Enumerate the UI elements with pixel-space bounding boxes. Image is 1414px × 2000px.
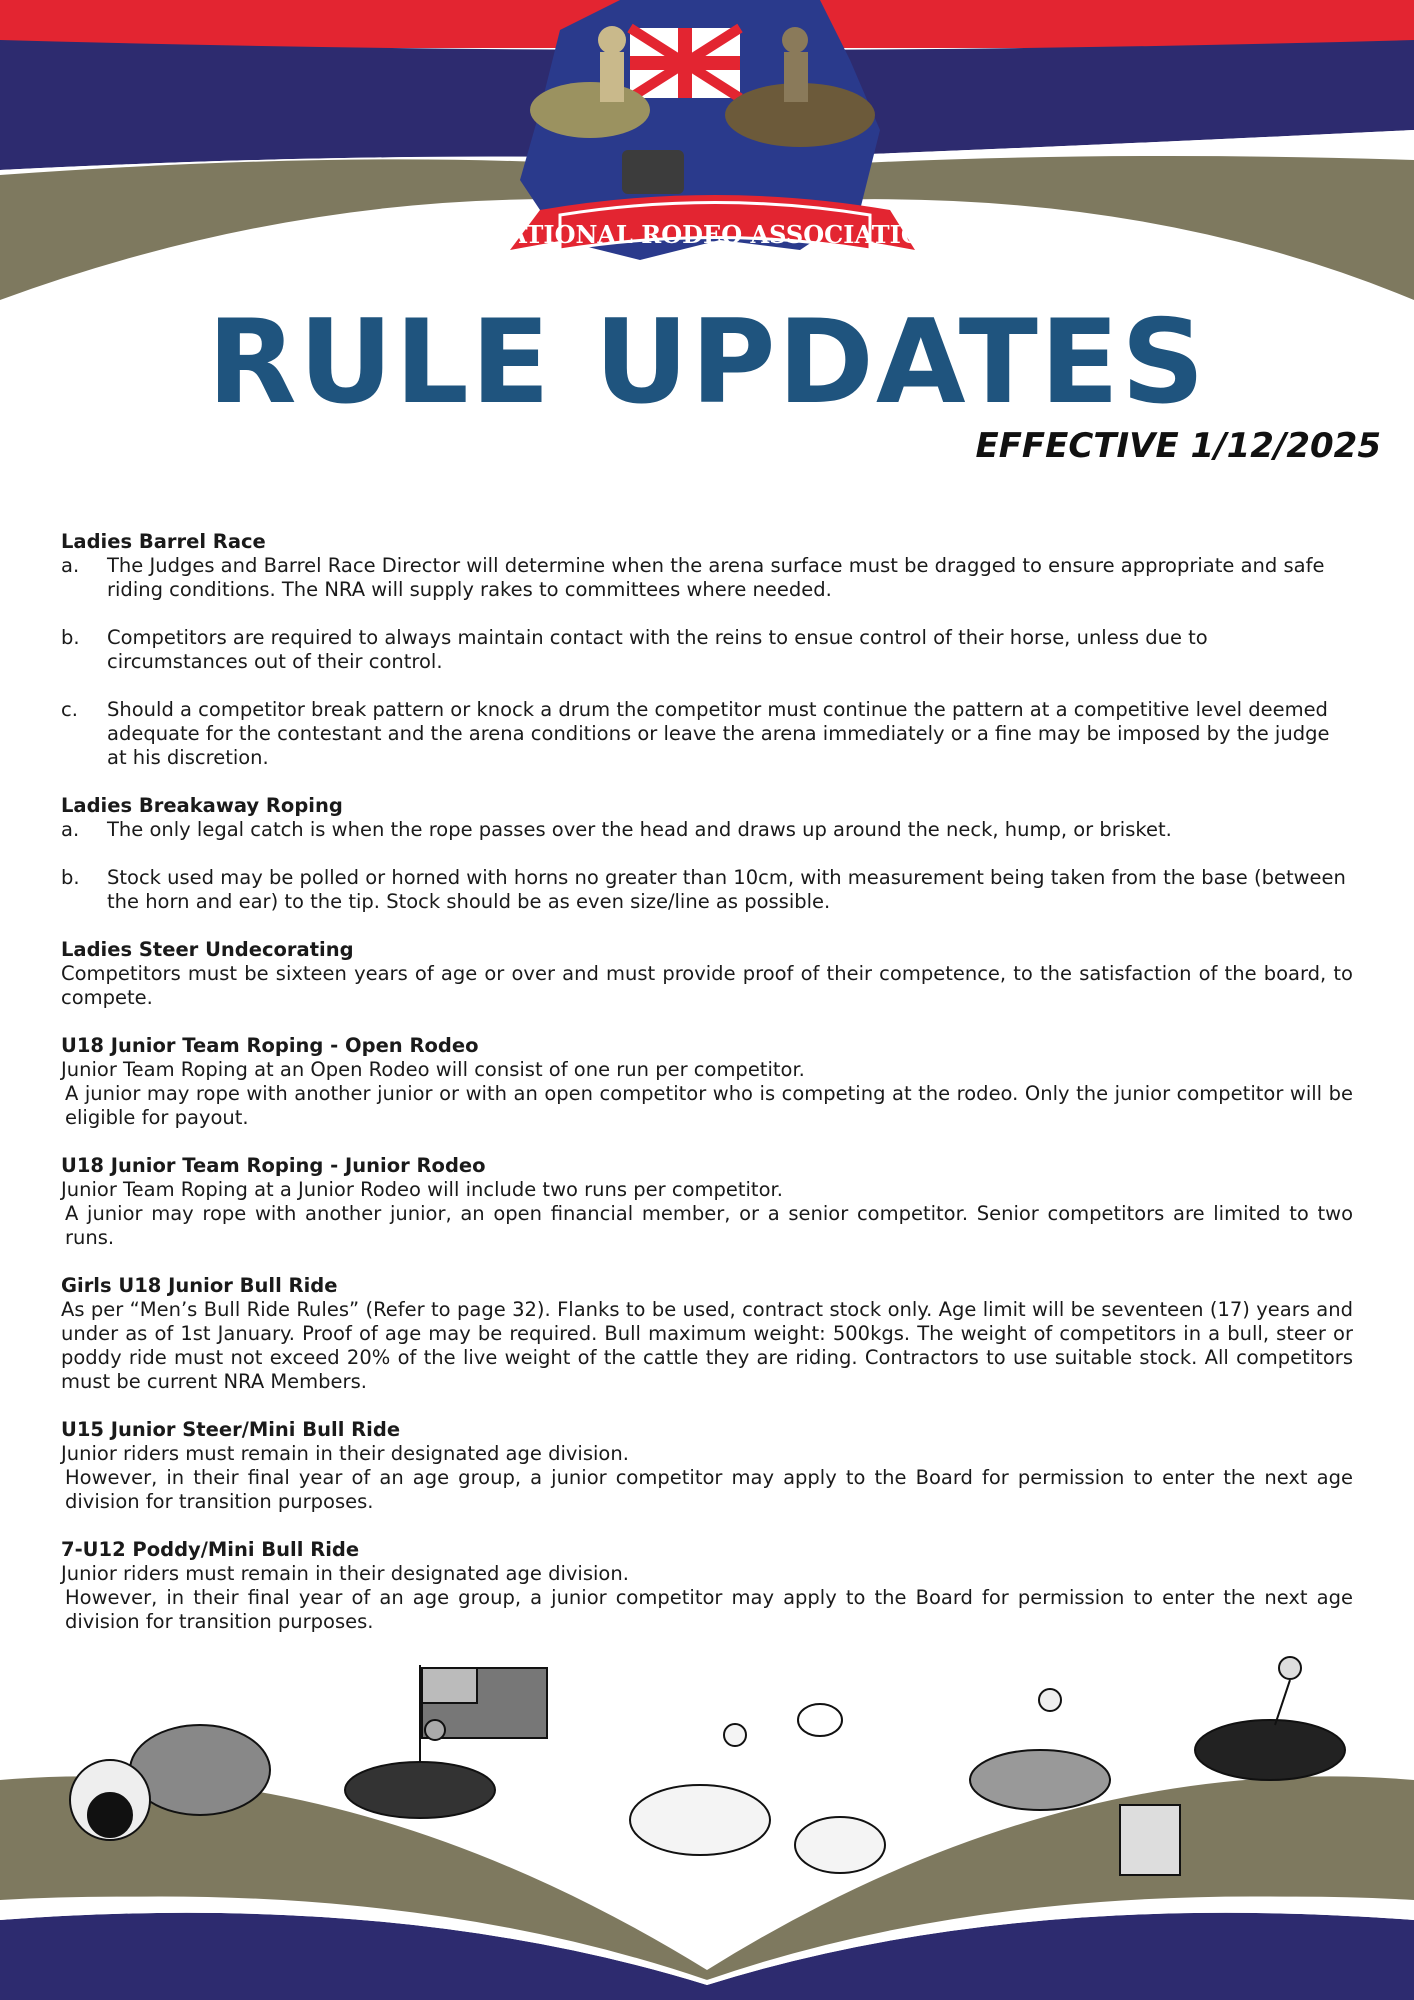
rule-item: a. The Judges and Barrel Race Director will determine when the arena surface must be dragged to ensure appropriate and safe riding conditions. The NRA will supply rakes to committees where needed.	[61, 554, 1325, 601]
rule-paragraph: Junior Team Roping at a Junior Rodeo will include two runs per competitor.	[61, 1178, 783, 1201]
section-ladies-steer-undecorating	[61, 938, 1353, 1010]
footer-rodeo-art	[0, 1640, 1414, 2000]
section-u18-team-roping-junior	[61, 1154, 1353, 1250]
section-heading: U18 Junior Team Roping - Junior Rodeo	[61, 1154, 486, 1177]
rule-item: c. Should a competitor break pattern or knock a drum the competitor must continue the pattern at a competitive level deemed adequate for the contestant and the arena conditions or leave the arena immediately or a fine may be imposed by the judge at his discretion.	[61, 698, 1330, 769]
page-title: RULE UPDATES	[207, 295, 1207, 430]
bronc-rider-icon	[1195, 1657, 1345, 1780]
rule-paragraph: However, in their final year of an age group, a junior competitor may apply to the Board for permission to enter the next age division for transition purposes.	[65, 1586, 1353, 1633]
rule-paragraph: Junior riders must remain in their designated age division.	[61, 1442, 629, 1465]
header-banner-art	[0, 0, 1414, 320]
section-heading: Girls U18 Junior Bull Ride	[61, 1274, 338, 1297]
calf-roper-icon	[630, 1704, 885, 1873]
section-7-u12-poddy	[61, 1538, 1353, 1634]
rule-paragraph: Junior Team Roping at an Open Rodeo will consist of one run per competitor.	[61, 1058, 805, 1081]
rule-paragraph: A junior may rope with another junior or with an open competitor who is competing at the rodeo. Only the junior competitor will be eligible for payout.	[65, 1082, 1353, 1129]
section-u18-team-roping-open	[61, 1034, 1353, 1130]
rule-paragraph: However, in their final year of an age group, a junior competitor may apply to the Board for permission to enter the next age division for transition purposes.	[65, 1466, 1353, 1513]
rule-item: a. The only legal catch is when the rope passes over the head and draws up around the neck, hump, or brisket.	[61, 818, 1172, 841]
rule-item: b. Stock used may be polled or horned with horns no greater than 10cm, with measurement being taken from the base (between the horn and ear) to the tip. Stock should be as even size/line as possible.	[61, 866, 1346, 913]
section-heading: U18 Junior Team Roping - Open Rodeo	[61, 1034, 479, 1057]
section-heading: Ladies Steer Undecorating	[61, 938, 354, 961]
rule-paragraph: Junior riders must remain in their designated age division.	[61, 1562, 629, 1585]
section-ladies-breakaway-roping	[61, 794, 1353, 914]
union-jack-icon	[630, 28, 740, 98]
section-heading: 7-U12 Poddy/Mini Bull Ride	[61, 1538, 360, 1561]
section-u15-steer-mini-bull	[61, 1418, 1353, 1514]
navy-footer-band	[0, 1913, 1414, 2000]
section-heading: U15 Junior Steer/Mini Bull Ride	[61, 1418, 401, 1441]
rule-paragraph: Competitors must be sixteen years of age or over and must provide proof of their competence, to the satisfaction of the board, to compete.	[61, 962, 1353, 1009]
section-ladies-barrel-race	[61, 530, 1353, 770]
logo-text: NATIONAL RODEO ASSOCIATION	[486, 220, 944, 249]
section-heading: Ladies Barrel Race	[61, 530, 266, 553]
section-heading: Ladies Breakaway Roping	[61, 794, 343, 817]
rule-paragraph: A junior may rope with another junior, an open financial member, or a senior competitor. Senior competitors are limited to two runs.	[65, 1202, 1353, 1249]
section-girls-u18-bull-ride	[61, 1274, 1353, 1394]
effective-date: EFFECTIVE 1/12/2025	[975, 426, 1381, 466]
rule-paragraph: As per “Men’s Bull Ride Rules” (Refer to page 32). Flanks to be used, contract stock only. Age limit will be seventeen (17) years and under as of 1st January. Proof of age may be required. Bull maximum weight: 500kgs. The weight of competitors in a bull, steer or poddy ride must not exceed 20% of the live weight of the cattle they are riding. Contractors to use suitable stock. All competitors must be current NRA Members.	[61, 1298, 1353, 1393]
flag-bearer-rider-icon	[345, 1665, 547, 1818]
rules-content	[61, 530, 1353, 1658]
rule-item: b. Competitors are required to always maintain contact with the reins to ensue control of their horse, unless due to circumstances out of their control.	[61, 626, 1208, 673]
